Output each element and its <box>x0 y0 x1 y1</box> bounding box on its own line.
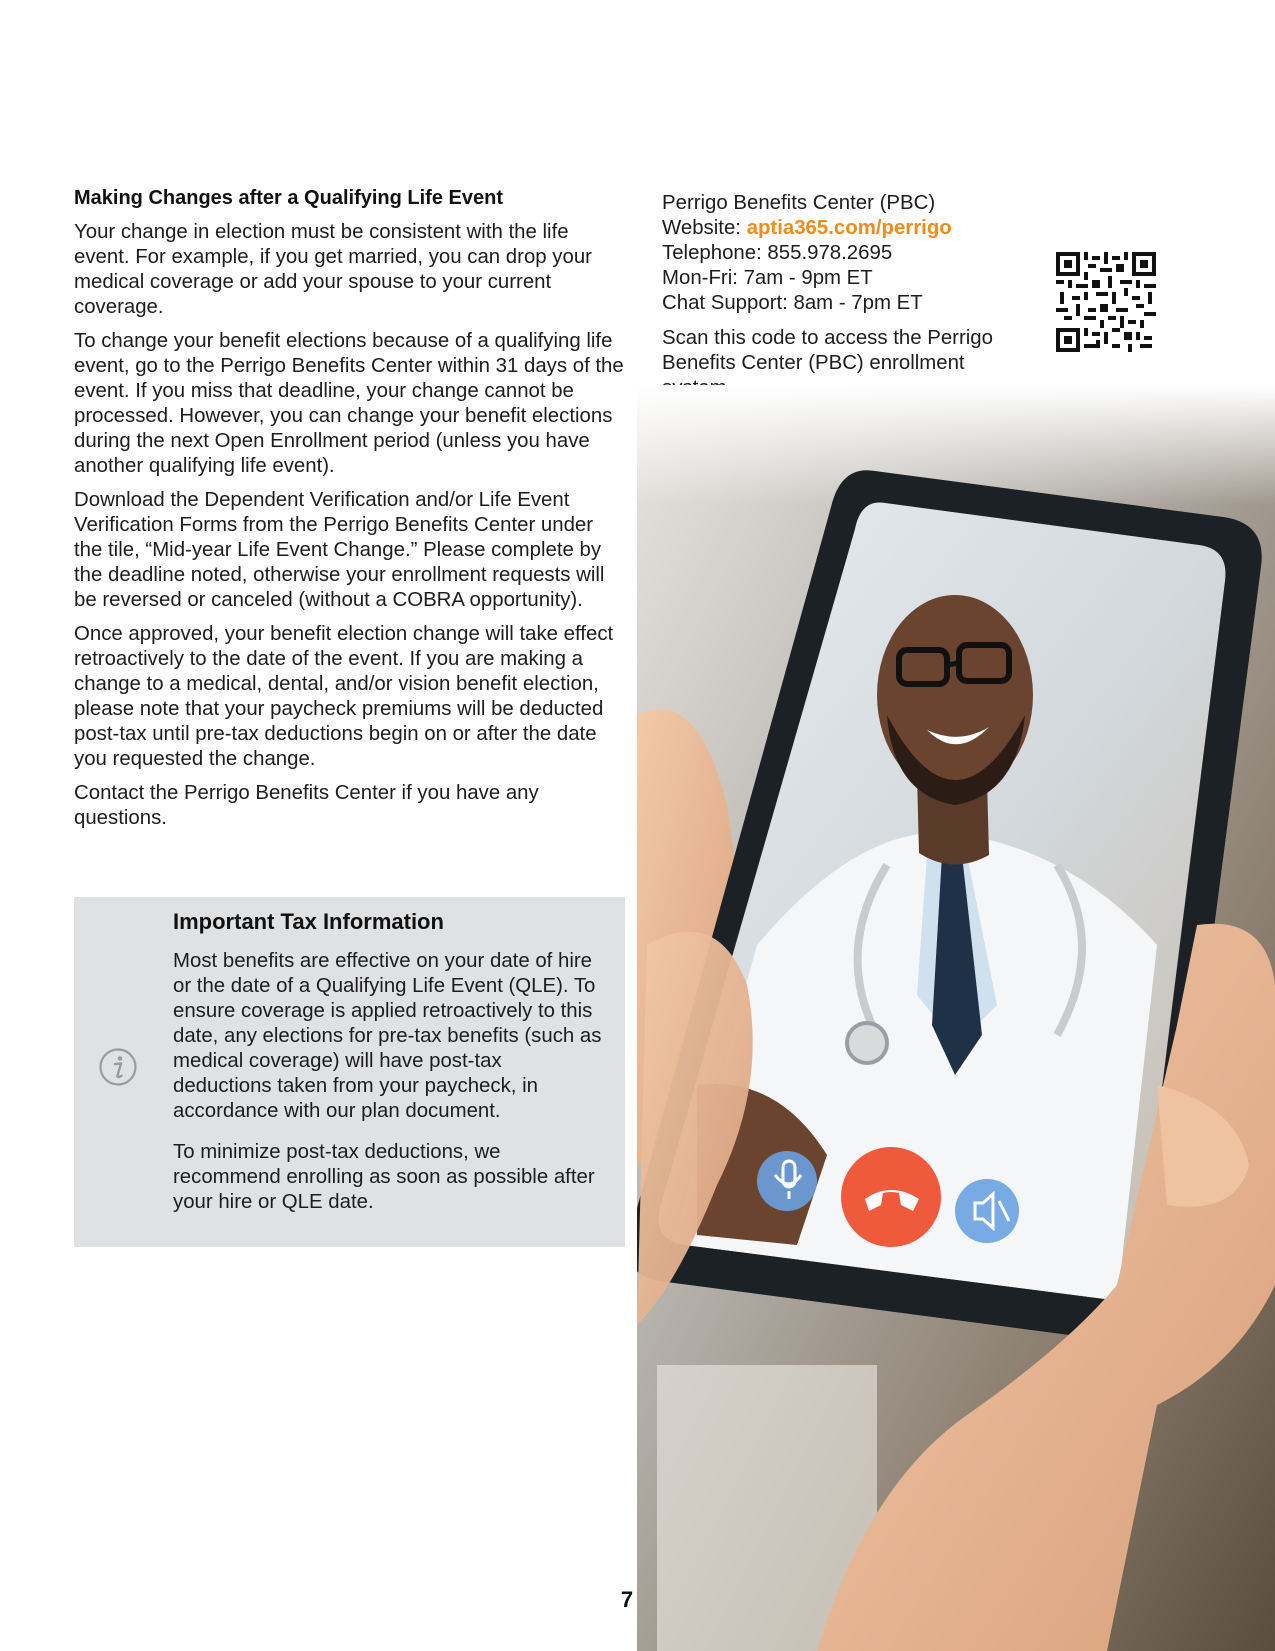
qr-code-icon[interactable] <box>1056 252 1156 352</box>
paragraph-contact: Contact the Perrigo Benefits Center if you have any questions. <box>74 782 539 829</box>
contact-website <box>662 216 1022 241</box>
paragraph-verification-forms: Download the Dependent Verification and/or Life Event Verification Forms from the Perrigo Benefits Center under the tile, “Mid-year Life Event Change.” Please complete by the deadline noted, otherwise your enrollment requests will be reversed or canceled (without a COBRA opportunity). <box>74 489 605 611</box>
contact-title: Perrigo Benefits Center (PBC) <box>662 192 936 214</box>
section-heading: Making Changes after a Qualifying Life Event <box>74 187 503 209</box>
telehealth-photo <box>637 385 1275 1651</box>
paragraph-election-consistency: Your change in election must be consistent with the life event. For example, if you get married, you can drop your medical coverage or add your spouse to your current coverage. <box>74 221 592 318</box>
end-call-icon <box>841 1147 941 1247</box>
tax-content <box>173 907 603 1231</box>
website-link[interactable]: aptia365.com/perrigo <box>746 217 952 239</box>
contact-hours: Mon-Fri: 7am - 9pm ET <box>662 267 873 289</box>
speaker-mute-icon <box>955 1179 1019 1243</box>
contact-block <box>662 191 1022 401</box>
tax-paragraph-minimize-deductions: To minimize post-tax deductions, we recommend enrolling as soon as possible after your hire or QLE date. <box>173 1141 595 1213</box>
left-column <box>74 186 626 840</box>
contact-telephone: Telephone: 855.978.2695 <box>662 242 893 264</box>
page-number: 7 <box>620 1587 634 1612</box>
important-tax-information-box <box>74 897 625 1247</box>
tax-heading: Important Tax Information <box>173 909 444 934</box>
paragraph-retroactive-change: Once approved, your benefit election change will take effect retroactively to the date of the event. If you are making a change to a medical, dental, and/or vision benefit election, please note that your paycheck premiums will be deducted post-tax until pre-tax deductions begin on or after the date you requested the change. <box>74 623 614 770</box>
telehealth-illustration <box>637 385 1275 1651</box>
website-label: Website: <box>662 217 747 239</box>
paragraph-change-deadline: To change your benefit elections because of a qualifying life event, go to the Perrigo Benefits Center within 31 days of the event. If you miss that deadline, your change cannot be processed. However, you can change your benefit elections during the next Open Enrollment period (unless you have another qualifying life event). <box>74 330 624 477</box>
contact-chat: Chat Support: 8am - 7pm ET <box>662 292 923 314</box>
scan-instructions: Scan this code to access the Perrigo Benefits Center (PBC) enrollment <box>662 327 993 374</box>
tax-paragraph-effective-dates: Most benefits are effective on your date of hire or the date of a Qualifying Life Event (QLE). To ensure coverage is applied retroactively to this date, any elections for pre-tax benefits (such as medical coverage) will have post-tax deductions taken from your paycheck, in accordance with our plan document. <box>173 950 602 1122</box>
info-icon <box>98 1047 138 1087</box>
